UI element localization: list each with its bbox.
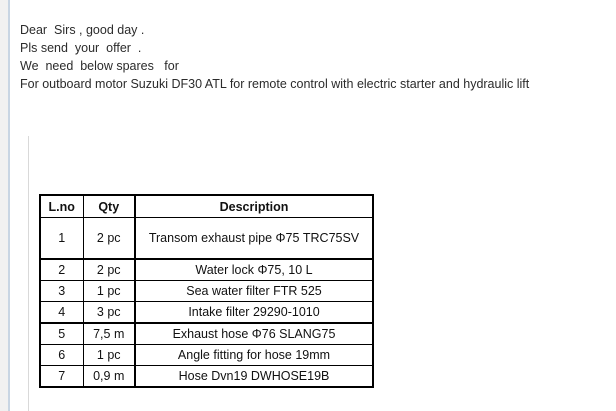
table-row [40,218,373,260]
cell-qty: 7,5 m [83,323,135,345]
table-row [40,345,373,366]
col-header-qty: Qty [83,195,135,218]
cell-description: Hose Dvn19 DWHOSE19B [135,366,373,388]
cell-qty: 1 pc [83,345,135,366]
cell-lno: 4 [40,302,83,324]
letter-line: We need below spares for [20,59,179,73]
table-row [40,366,373,388]
cell-description: Angle fitting for hose 19mm [135,345,373,366]
col-header-lno: L.no [40,195,83,218]
cell-lno: 6 [40,345,83,366]
content-guide-line [28,136,29,411]
cell-lno: 5 [40,323,83,345]
cell-description: Intake filter 29290-1010 [135,302,373,324]
table-row [40,323,373,345]
cell-qty: 0,9 m [83,366,135,388]
cell-description: Transom exhaust pipe Φ75 TRC75SV [135,218,373,260]
cell-qty: 2 pc [83,259,135,281]
table-row [40,281,373,302]
cell-qty: 3 pc [83,302,135,324]
cell-lno: 3 [40,281,83,302]
table-row [40,302,373,324]
cell-lno: 1 [40,218,83,260]
page-left-edge [8,0,10,411]
cell-description: Water lock Φ75, 10 L [135,259,373,281]
letter-body [20,21,529,93]
spares-table [39,194,374,388]
col-header-description: Description [135,195,373,218]
table-header-row [40,195,373,218]
letter-line: Dear Sirs , good day . [20,23,145,37]
cell-qty: 1 pc [83,281,135,302]
table-row [40,259,373,281]
letter-line: For outboard motor Suzuki DF30 ATL for remote control with electric starter and hydraulic lift [20,77,530,91]
window-gutter [0,0,8,411]
cell-lno: 7 [40,366,83,388]
cell-description: Exhaust hose Φ76 SLANG75 [135,323,373,345]
cell-lno: 2 [40,259,83,281]
cell-qty: 2 pc [83,218,135,260]
cell-description: Sea water filter FTR 525 [135,281,373,302]
letter-line: Pls send your offer . [20,41,142,55]
